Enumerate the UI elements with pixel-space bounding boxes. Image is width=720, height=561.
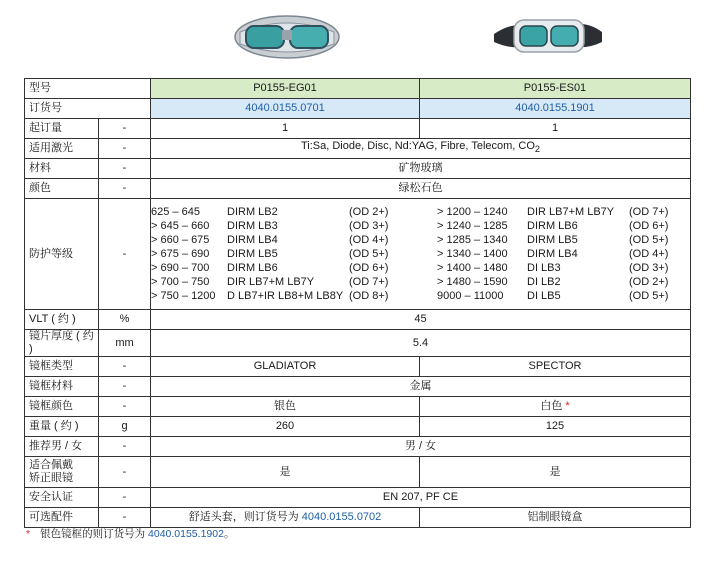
accessory-order-number: 4040.0155.0702 <box>301 511 382 523</box>
protection-lb: D LB7+IR LB8+M LB8Y <box>227 289 344 302</box>
row-unit: - <box>99 159 151 179</box>
spector-goggles-image <box>492 10 604 62</box>
row-material <box>25 159 691 179</box>
protection-range: > 1200 – 1240 <box>437 205 508 218</box>
row-label: 防护等级 <box>25 199 99 310</box>
model-eg01: P0155-EG01 <box>151 79 420 99</box>
row-label: 材料 <box>25 159 99 179</box>
protection-lb: DI LB2 <box>527 275 561 288</box>
row-unit: - <box>99 357 151 377</box>
row-moq <box>25 119 691 139</box>
row-unit: mm <box>99 330 151 357</box>
row-label: VLT ( 约 ) <box>25 310 99 330</box>
row-unit: g <box>99 417 151 437</box>
protection-row <box>151 233 690 247</box>
row-unit: - <box>99 437 151 457</box>
protection-range: > 690 – 700 <box>151 261 210 274</box>
protection-od: (OD 2+) <box>629 275 669 288</box>
row-label <box>25 457 99 488</box>
row-order-number <box>25 99 691 119</box>
row-label: 重量 ( 约 ) <box>25 417 99 437</box>
row-protection <box>25 199 691 310</box>
frame-material-value: 金属 <box>151 377 691 397</box>
row-frame-color <box>25 397 691 417</box>
protection-levels <box>151 199 691 310</box>
protection-lb: DIRM LB2 <box>227 205 278 218</box>
row-accessory <box>25 508 691 528</box>
protection-od: (OD 7+) <box>629 205 669 218</box>
row-model <box>25 79 691 99</box>
row-unit: % <box>99 310 151 330</box>
row-unit: - <box>99 199 151 310</box>
protection-od: (OD 8+) <box>349 289 389 302</box>
protection-lb: DIRM LB3 <box>227 219 278 232</box>
footnote <box>26 526 234 541</box>
accessory-text: 舒适头套，则订货号为 <box>188 511 302 523</box>
protection-row <box>151 289 690 303</box>
row-unit: - <box>99 139 151 159</box>
row-unit: - <box>99 119 151 139</box>
protection-lb: DIRM LB4 <box>527 247 578 260</box>
protection-od: (OD 7+) <box>349 275 389 288</box>
row-weight <box>25 417 691 437</box>
product-images <box>0 0 720 75</box>
protection-grid <box>151 205 690 303</box>
model-es01: P0155-ES01 <box>420 79 691 99</box>
protection-row <box>151 205 690 219</box>
protection-lb: DI LB3 <box>527 261 561 274</box>
protection-row <box>151 219 690 233</box>
protection-od: (OD 4+) <box>629 247 669 260</box>
order-number-es01: 4040.0155.1901 <box>420 99 691 119</box>
row-label: 颜色 <box>25 179 99 199</box>
protection-lb: DIRM LB4 <box>227 233 278 246</box>
row-unit: - <box>99 397 151 417</box>
row-color <box>25 179 691 199</box>
footnote-text: 银色镜框的则订货号为 <box>40 528 149 540</box>
laser-types-text: Ti:Sa, Diode, Disc, Nd:YAG, Fibre, Telecom, CO <box>300 140 535 153</box>
frame-color-eg01: 银色 <box>151 397 420 417</box>
certification-value: EN 207, PF CE <box>151 488 691 508</box>
row-unit: - <box>99 508 151 528</box>
row-label: 型号 <box>25 79 151 99</box>
color-value: 绿松石色 <box>151 179 691 199</box>
row-label: 订货号 <box>25 99 151 119</box>
protection-od: (OD 5+) <box>629 289 669 302</box>
weight-es01: 125 <box>420 417 691 437</box>
protection-od: (OD 5+) <box>349 247 389 260</box>
row-label: 镜框类型 <box>25 357 99 377</box>
row-label: 起订量 <box>25 119 99 139</box>
footnote-asterisk: * <box>565 400 570 412</box>
row-label: 推荐男 / 女 <box>25 437 99 457</box>
weight-eg01: 260 <box>151 417 420 437</box>
row-rx <box>25 457 691 488</box>
frame-type-eg01: GLADIATOR <box>151 357 420 377</box>
row-unit: - <box>99 457 151 488</box>
row-laser <box>25 139 691 159</box>
moq-eg01: 1 <box>151 119 420 139</box>
footnote-order-number: 4040.0155.1902 <box>148 528 224 540</box>
protection-lb: DIR LB7+M LB7Y <box>227 275 315 288</box>
frame-type-es01: SPECTOR <box>420 357 691 377</box>
footnote-asterisk: * <box>26 528 31 540</box>
protection-od: (OD 2+) <box>349 205 389 218</box>
moq-es01: 1 <box>420 119 691 139</box>
rx-es01: 是 <box>420 457 691 488</box>
protection-range: > 1480 – 1590 <box>437 275 508 288</box>
row-label: 适用激光 <box>25 139 99 159</box>
row-frame-material <box>25 377 691 397</box>
gladiator-goggles-image <box>232 10 342 62</box>
row-thickness <box>25 330 691 357</box>
row-unit: - <box>99 488 151 508</box>
laser-types <box>151 139 691 159</box>
protection-od: (OD 4+) <box>349 233 389 246</box>
row-frame-type <box>25 357 691 377</box>
rx-label-line2: 矫正眼镜 <box>29 472 73 484</box>
row-label: 镜片厚度 ( 约 ) <box>25 330 99 357</box>
accessory-eg01 <box>151 508 420 528</box>
protection-range: > 675 – 690 <box>151 247 210 260</box>
protection-lb: DIRM LB5 <box>527 233 578 246</box>
row-label: 可选配件 <box>25 508 99 528</box>
protection-range: > 750 – 1200 <box>151 289 216 302</box>
row-certification <box>25 488 691 508</box>
protection-range: > 1240 – 1285 <box>437 219 508 232</box>
protection-range: > 660 – 675 <box>151 233 210 246</box>
protection-range: 9000 – 11000 <box>437 289 504 302</box>
protection-range: > 1285 – 1340 <box>437 233 508 246</box>
protection-od: (OD 3+) <box>629 261 669 274</box>
protection-lb: DIRM LB5 <box>227 247 278 260</box>
co2-subscript: 2 <box>534 144 540 155</box>
protection-row <box>151 247 690 261</box>
protection-lb: DIRM LB6 <box>227 261 278 274</box>
protection-od: (OD 5+) <box>629 233 669 246</box>
protection-lb: DI LB5 <box>527 289 561 302</box>
protection-range: > 645 – 660 <box>151 219 210 232</box>
protection-range: > 1400 – 1480 <box>437 261 508 274</box>
protection-row <box>151 275 690 289</box>
rx-eg01: 是 <box>151 457 420 488</box>
material-value: 矿物玻璃 <box>151 159 691 179</box>
row-unit: - <box>99 377 151 397</box>
protection-od: (OD 6+) <box>629 219 669 232</box>
protection-range: > 700 – 750 <box>151 275 210 288</box>
row-label: 镜框材料 <box>25 377 99 397</box>
frame-color-text: 白色 <box>540 400 563 412</box>
row-vlt <box>25 310 691 330</box>
protection-lb: DIR LB7+M LB7Y <box>527 205 615 218</box>
protection-row <box>151 261 690 275</box>
footnote-tail: 。 <box>223 528 235 540</box>
row-unit: - <box>99 179 151 199</box>
row-label: 安全认证 <box>25 488 99 508</box>
order-number-eg01: 4040.0155.0701 <box>151 99 420 119</box>
protection-od: (OD 3+) <box>349 219 389 232</box>
row-label: 镜框颜色 <box>25 397 99 417</box>
protection-od: (OD 6+) <box>349 261 389 274</box>
frame-color-es01 <box>420 397 691 417</box>
protection-range: > 1340 – 1400 <box>437 247 508 260</box>
spec-table <box>24 78 691 528</box>
protection-range: 625 – 645 <box>151 205 200 218</box>
thickness-value: 5.4 <box>151 330 691 357</box>
rx-label-line1: 适合佩戴 <box>29 459 73 471</box>
row-gender <box>25 437 691 457</box>
gender-value: 男 / 女 <box>151 437 691 457</box>
accessory-es01: 铝制眼镜盒 <box>420 508 691 528</box>
vlt-value: 45 <box>151 310 691 330</box>
protection-lb: DIRM LB6 <box>527 219 578 232</box>
